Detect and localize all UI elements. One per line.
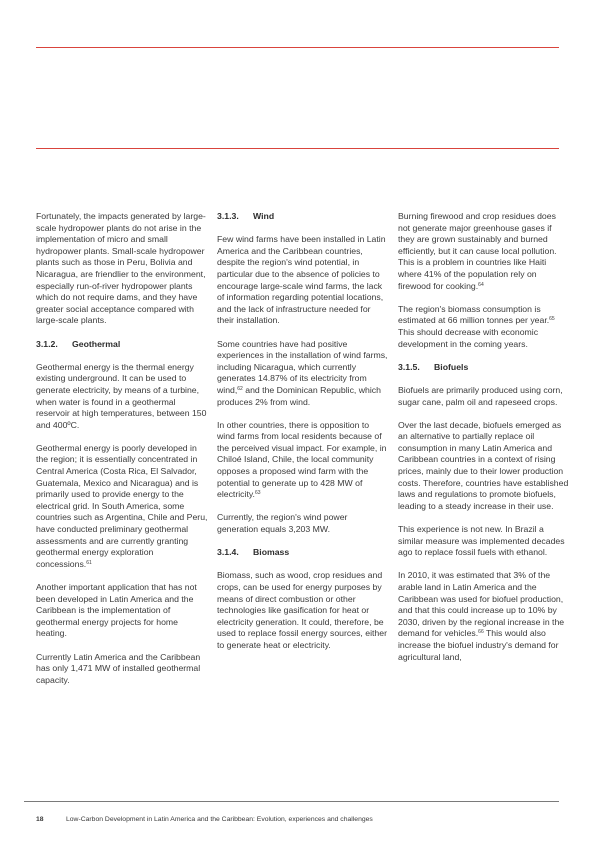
column-right bbox=[398, 211, 570, 675]
paragraph-text: In 2010, it was estimated that 3% of the arable land in Latin America and the Caribbean was used for biofuel production, and that this could increase up to 10% by 2030, driven by the regional increase in the demand for vehicles. bbox=[398, 570, 565, 639]
paragraph-geothermal-capacity: Currently Latin America and the Caribbean has only 1,471 MW of installed geothermal capacity. bbox=[36, 651, 201, 685]
footnote-ref: 66 bbox=[478, 629, 484, 636]
footer-divider bbox=[24, 801, 559, 802]
paragraph-text: Burning firewood and crop residues does not generate major greenhouse gases if they are grown sustainably and burned efficiently, but it can cause local pollution. This is a problem in countries like Haiti where 41% of the population rely on firewood for cooking. bbox=[398, 211, 557, 291]
paragraph-small-hydropower: Fortunately, the impacts generated by large-scale hydropower plants do not arise in the implementation of micro and small hydropower plants. Small-scale hydropower plants such as those in Peru, Bolivia and Nicaragua, are friendlier to the environment, especially run-of-river hydropower plants which do not require dams, and they have greater social acceptance compared with large-scale plants. bbox=[36, 211, 206, 326]
paragraph-biofuels-land bbox=[398, 570, 570, 663]
section-heading-wind bbox=[217, 211, 389, 223]
paragraph-biofuels-crops: Biofuels are primarily produced using corn, sugar cane, palm oil and rapeseed crops. bbox=[398, 384, 563, 407]
paragraph-geothermal-region bbox=[36, 443, 208, 571]
section-heading-biomass bbox=[217, 547, 389, 559]
section-title: Geothermal bbox=[72, 338, 121, 349]
top-divider bbox=[36, 47, 559, 48]
section-number: 3.1.4. bbox=[217, 547, 239, 558]
footnote-ref: 61 bbox=[86, 559, 92, 566]
paragraph-geothermal-definition: Geothermal energy is the thermal energy existing underground. It can be used to generate electricity, by means of a turbine, when water is found in a geothermal reservoir at high temperatures, between 150 and 400ºC. bbox=[36, 361, 207, 430]
paragraph-text: This would also increase the biofuel industry's demand for agricultural land, bbox=[398, 628, 559, 662]
paragraph-biofuels-brazil: This experience is not new. In Brazil a similar measure was implemented decades ago to replace fossil fuels with ethanol. bbox=[398, 524, 565, 558]
column-middle bbox=[217, 211, 389, 663]
section-number: 3.1.3. bbox=[217, 211, 239, 221]
section-title: Biofuels bbox=[434, 361, 469, 372]
paragraph-firewood bbox=[398, 211, 570, 292]
paragraph-text: This should decrease with economic development in the coming years. bbox=[398, 326, 539, 349]
page-footer bbox=[36, 815, 559, 824]
column-left bbox=[36, 211, 208, 698]
paragraph-text: Geothermal energy is poorly developed in the region; it is essentially concentrated in Central America (Costa Rica, El Salvador, Guatemala, Mexico and Nicaragua) and is primarily used to provide energy to the electrical grid. In South America, some countries such as Argentina, Chile and Peru, have conducted preliminary geothermal assessments and are currently granting geothermal energy exploration concessions. bbox=[36, 442, 208, 569]
section-title: Biomass bbox=[253, 547, 290, 558]
publication-title: Low-Carbon Development in Latin America and the Caribbean: Evolution, experiences and challenges bbox=[66, 816, 373, 823]
footnote-ref: 64 bbox=[478, 281, 484, 288]
paragraph-wind-opposition bbox=[217, 420, 389, 501]
footnote-ref: 65 bbox=[549, 316, 555, 323]
paragraph-text: Some countries have had positive experiences in the installation of wind farms, including Nicaragua, which currently generates 14.87% of its electricity from wind, bbox=[217, 338, 388, 395]
footnote-ref: 62 bbox=[237, 385, 243, 392]
section-heading-geothermal bbox=[36, 339, 208, 351]
header-divider bbox=[36, 148, 559, 149]
paragraph-geothermal-heating: Another important application that has not been developed in Latin America and the Caribbean is the implementation of geothermal energy projects for home heating. bbox=[36, 582, 197, 639]
section-heading-biofuels bbox=[398, 362, 570, 374]
section-number: 3.1.2. bbox=[36, 338, 58, 349]
paragraph-text: In other countries, there is opposition to wind farms from local residents because of the perceived visual impact. For example, in Chiloé Island, Chile, the local community opposes a proposed wind farm with the potential to generate up to 428 MW of electricity. bbox=[217, 419, 387, 500]
paragraph-biomass-intro: Biomass, such as wood, crop residues and crops, can be used for energy purposes by means of direct combustion or other technologies like gasification for heat or electricity generation. It could, therefore, be used to replace fossil energy sources, either to generate heat or electricity. bbox=[217, 570, 387, 650]
footnote-ref: 63 bbox=[254, 490, 261, 497]
paragraph-biofuels-emergence: Over the last decade, biofuels emerged as an alternative to partially replace oil consumption in many Latin America and Caribbean countries in a context of rising prices, mainly due to their lower production costs. Therefore, countries have established laws and regulations to promote biofuels, leading to a steady increase in their use. bbox=[398, 419, 569, 511]
paragraph-wind-intro: Few wind farms have been installed in Latin America and the Caribbean countries, despite the region's wind potential, in particular due to the absence of policies to encourage large-scale wind farms, the lack of information regarding potential locations, and the lack of infrastructure needed for their installation. bbox=[217, 234, 386, 326]
paragraph-text: The region's biomass consumption is estimated at 66 million tonnes per year. bbox=[398, 303, 550, 326]
paragraph-wind-experiences bbox=[217, 339, 389, 409]
section-title: Wind bbox=[253, 211, 275, 221]
section-number: 3.1.5. bbox=[398, 361, 420, 372]
page-number: 18 bbox=[36, 816, 44, 823]
paragraph-biomass-consumption bbox=[398, 304, 570, 350]
paragraph-text: and the Dominican Republic, which produces 2% from wind. bbox=[217, 384, 381, 407]
paragraph-wind-capacity: Currently, the region's wind power generation equals 3,203 MW. bbox=[217, 512, 348, 535]
